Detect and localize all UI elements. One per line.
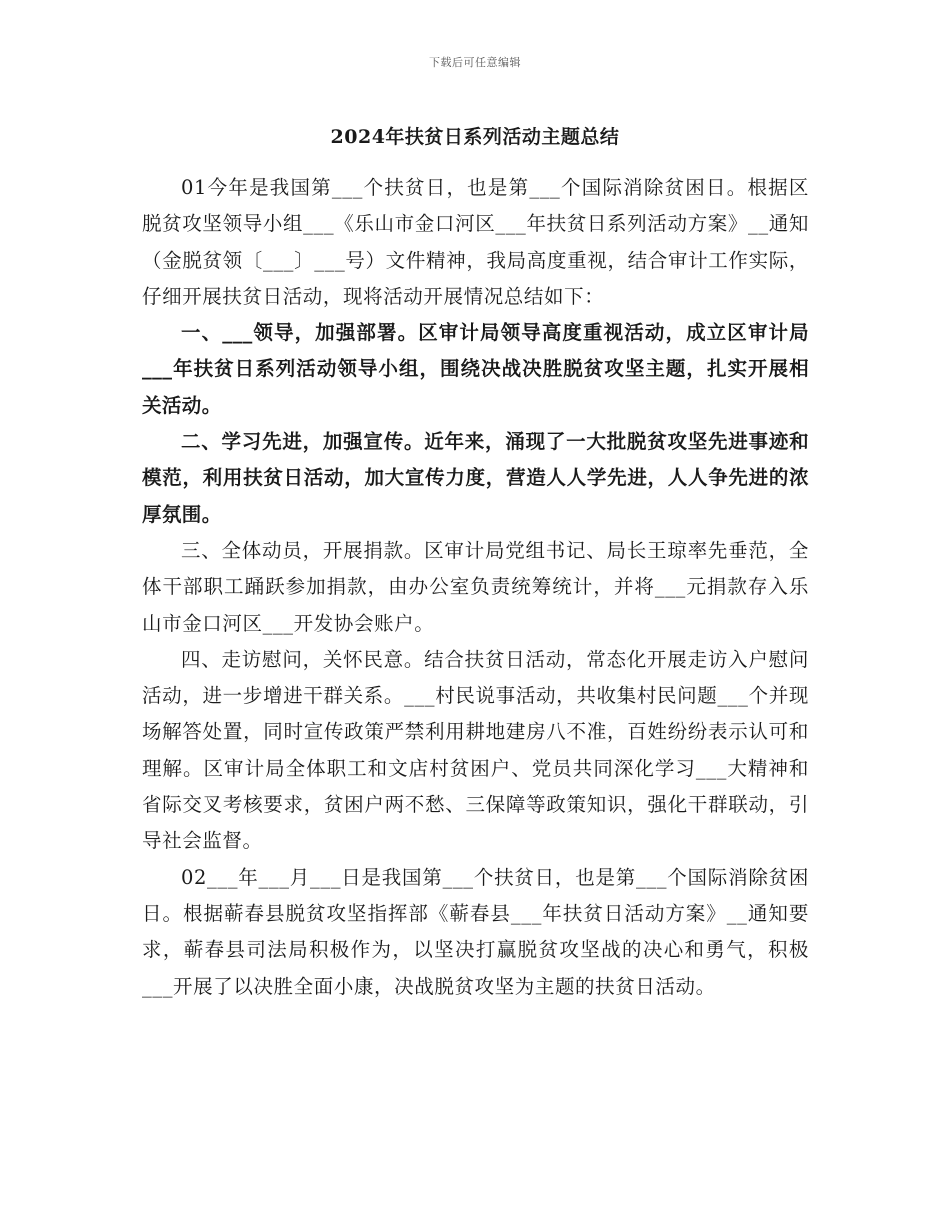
paragraph-intro-01: 01今年是我国第___个扶贫日，也是第___个国际消除贫困日。根据区脱贫攻坚领导小组___《乐山市金口河区___年扶贫日系列活动方案》__通知（金脱贫领〔___〕___号）文件精神，我局高度重视，结合审计工作实际，仔细开展扶贫日活动，现将活动开展情况总结如下： xyxy=(142,176,809,308)
document-title: 2024年扶贫日系列活动主题总结 xyxy=(330,126,620,148)
document-body xyxy=(142,170,809,1005)
paragraph-section-1: 一、___领导，加强部署。区审计局领导高度重视活动，成立区审计局___年扶贫日系列活动领导小组，围绕决战决胜脱贫攻坚主题，扎实开展相关活动。 xyxy=(142,321,809,417)
paragraph-section-3: 三、全体动员，开展捐款。区审计局党组书记、局长王琼率先垂范，全体干部职工踊跃参加捐款，由办公室负责统筹统计，并将___元捐款存入乐山市金口河区___开发协会账户。 xyxy=(142,538,809,635)
paragraph-section-2: 二、学习先进，加强宣传。近年来，涌现了一大批脱贫攻坚先进事迹和模范，利用扶贫日活动，加大宣传力度，营造人人学先进，人人争先进的浓厚氛围。 xyxy=(142,430,809,526)
paragraph-section-4: 四、走访慰问，关怀民意。结合扶贫日活动，常态化开展走访入户慰问活动，进一步增进干群关系。___村民说事活动，共收集村民问题___个并现场解答处置，同时宣传政策严禁利用耕地建房八不准，百姓纷纷表示认可和理解。区审计局全体职工和文店村贫困户、党员共同深化学习___大精神和省际交叉考核要求，贫困户两不愁、三保障等政策知识，强化干群联动，引导社会监督。 xyxy=(142,647,809,853)
header-note: 下载后可任意编辑 xyxy=(429,56,521,69)
paragraph-intro-02: 02___年___月___日是我国第___个扶贫日，也是第___个国际消除贫困日。根据蕲春县脱贫攻坚指挥部《蕲春县___年扶贫日活动方案》__通知要求，蕲春县司法局积极作为，以坚决打赢脱贫攻坚战的决心和勇气，积极___开展了以决胜全面小康，决战脱贫攻坚为主题的扶贫日活动。 xyxy=(142,865,809,998)
